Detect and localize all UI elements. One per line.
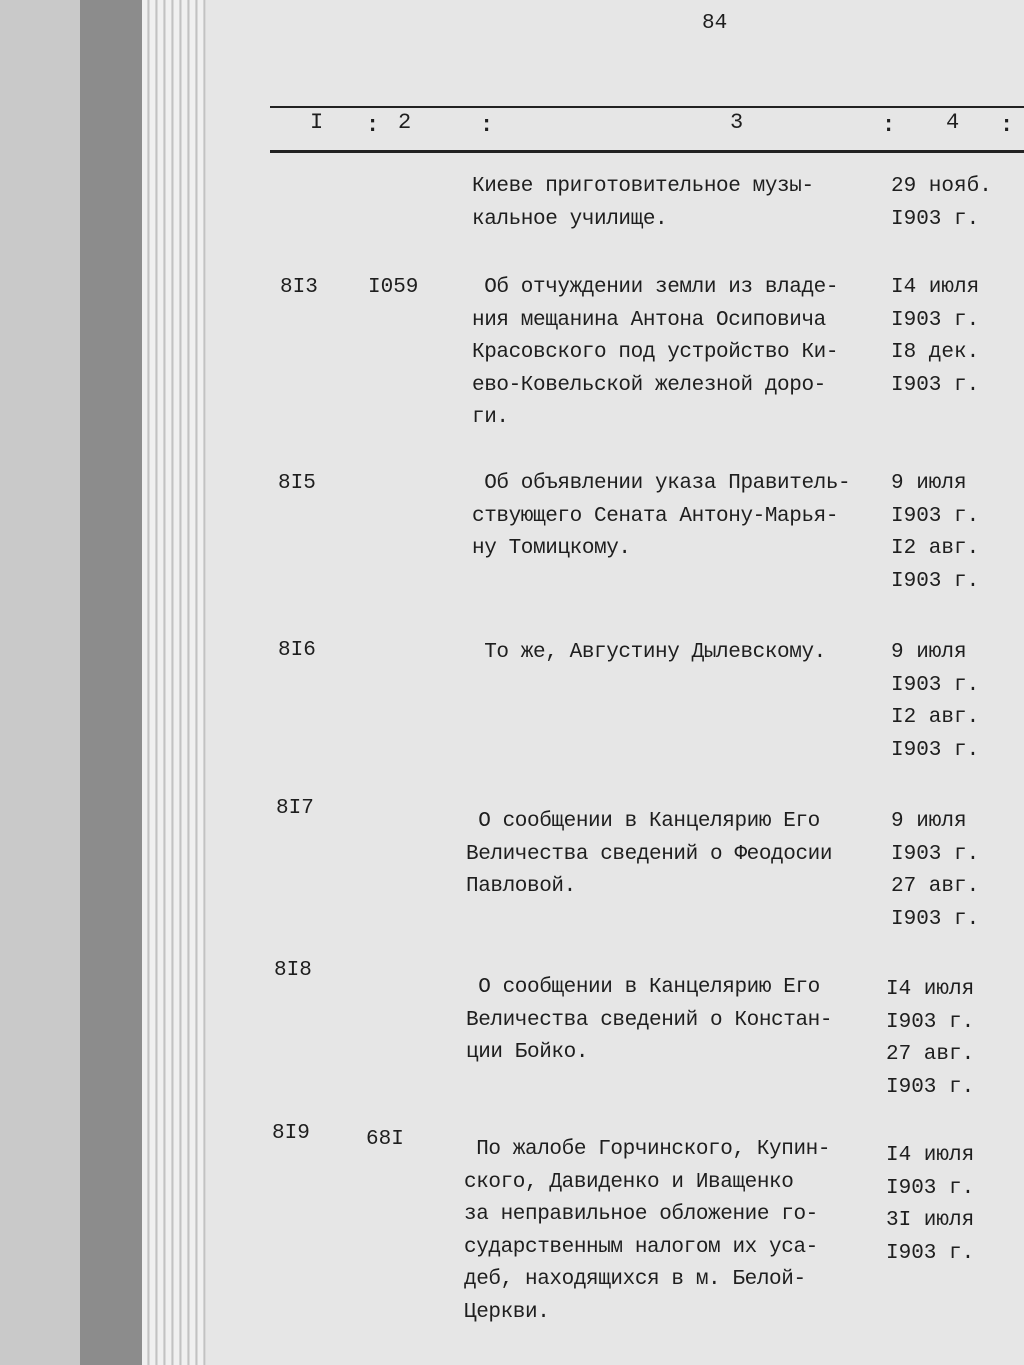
entry-number: 8I5 [278,472,316,495]
page-number: 84 [702,12,728,35]
column-header-4: 4 [946,110,960,135]
column-header-1: I [310,110,324,135]
entry-dates: 9 июля I903 г. I2 авг. I903 г. [891,641,980,762]
entry-description: О сообщении в Канцелярию Его Величества сведений о Феодосии Павловой. [466,810,833,898]
entry-number: 8I3 [280,276,318,299]
background-surface [0,0,80,1365]
entry-number: 8I8 [274,959,312,982]
column-header-3: 3 [730,110,744,135]
entry-dates: I4 июля I903 г. 3I июля I903 г. [886,1144,975,1265]
entry-dates: 9 июля I903 г. I2 авг. I903 г. [891,472,980,593]
entry-dates: 9 июля I903 г. 27 авг. I903 г. [891,810,980,931]
column-separator: : [366,113,380,138]
entry-description: О сообщении в Канцелярию Его Величества сведений о Констан- ции Бойко. [466,976,833,1064]
column-separator: : [1000,113,1014,138]
page-edges [142,0,206,1365]
entry-description: Об отчуждении земли из владе- ния мещанина Антона Осиповича Красовского под устройство Ки- ево-Ковельской железной доро- ги. [472,276,839,429]
column-separator: : [882,113,896,138]
header-rule-bottom [270,150,1024,153]
column-header-2: 2 [398,110,412,135]
book-binding [80,0,142,1365]
entry-description: Об объявлении указа Правитель- ствующего Сената Антону-Марья- ну Томицкому. [472,472,851,560]
column-separator: : [480,113,494,138]
entry-number: 8I9 [272,1122,310,1145]
entry-number: 8I7 [276,797,314,820]
entry-dates: I4 июля I903 г. I8 дек. I903 г. [891,276,980,397]
entry-reference: I059 [368,276,419,299]
header-rule-top [270,106,1024,108]
entry-reference: 68I [366,1128,404,1151]
document-page [206,0,1024,1365]
entry-dates: 29 нояб. I903 г. [891,175,992,231]
entry-dates: I4 июля I903 г. 27 авг. I903 г. [886,978,975,1099]
entry-number: 8I6 [278,639,316,662]
entry-description: По жалобе Горчинского, Купин- ского, Давиденко и Иващенко за неправильное обложение го- сударственным налогом их уса- деб, находящихся в м. Белой- Церкви. [464,1138,831,1324]
entry-description: То же, Августину Дылевскому. [472,641,826,664]
entry-description: Киеве приготовительное музы- кальное училище. [472,175,814,231]
